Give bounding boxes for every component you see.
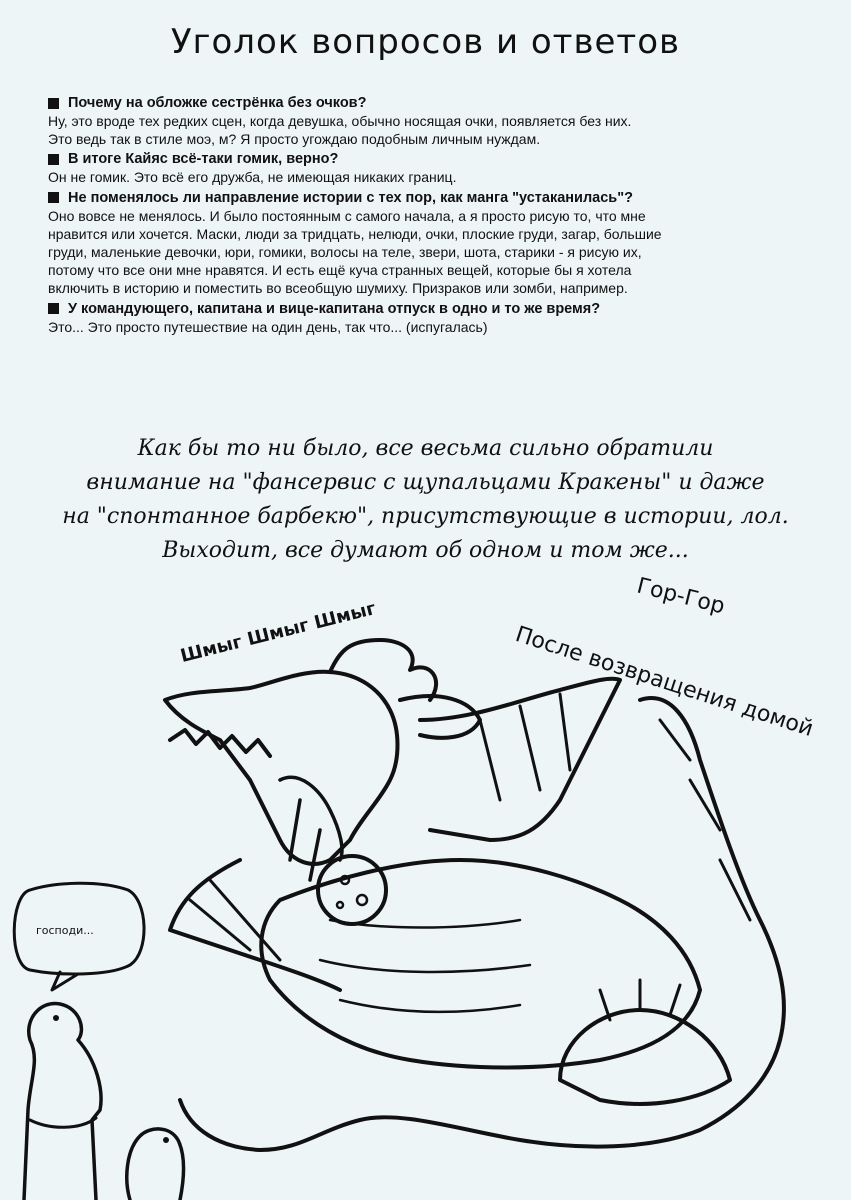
dragon-foot	[560, 1010, 730, 1104]
held-orb	[318, 856, 386, 924]
dragon-head	[165, 672, 398, 864]
sfx-shmyg: Шмыг Шмыг Шмыг	[178, 598, 379, 667]
answer-2: Он не гомик. Это всё его дружба, не имеющая никаких границ.	[48, 169, 457, 186]
character-left	[24, 1003, 101, 1200]
answer-3: Оно вовсе не менялось. И было постоянным с самого начала, а я просто рисую то, что мне нравится или хочется. Маски, люди за тридцать, нелюди, очки, плоские груди, загар, большие груди, маленькие девочки, юри, гомики, волосы на теле, звери, шота, старики - я рисую их, потому что все они мне нравятся. И есть ещё куча странных вещей, которые бы я хотела включить в историю и поместить во всеобщую шумиху. Призраков или зомби, например.	[48, 207, 662, 297]
question-text: В итоге Кайяс всё-таки гомик, верно?	[68, 151, 339, 168]
answer-4: Это... Это просто путешествие на один день, так что... (испугалась)	[48, 318, 488, 335]
comment-line-2: внимание на "фансервис с щупальцами Кракены" и даже	[86, 470, 765, 495]
page-title: Уголок вопросов и ответов	[170, 22, 681, 62]
comment-line-4: Выходит, все думают об одном и том же...	[162, 538, 689, 563]
speech-bubble-text: господи...	[36, 924, 94, 937]
question-text: Не поменялось ли направление истории с тех пор, как манга "устаканилась"?	[68, 189, 633, 206]
comment-line-3: на "спонтанное барбекю", присутствующие в истории, лол.	[62, 504, 789, 529]
dragon-body	[261, 860, 700, 1068]
answer-1: Ну, это вроде тех редких сцен, когда девушка, обычно носящая очки, появляется без них. Это ведь так в стиле моэ, м? Я просто угождаю подобным личным нуждам.	[48, 113, 632, 148]
sfx-posle: После возвращения домой	[512, 622, 817, 743]
question-text: Почему на обложке сестрёнка без очков?	[68, 95, 367, 111]
sfx-gor: Гор-Гор	[634, 573, 728, 620]
comment-line-1: Как бы то ни было, все весьма сильно обратили	[137, 436, 714, 461]
dragon-wing-left	[170, 860, 340, 990]
question-text: У командующего, капитана и вице-капитана отпуск в одно и то же время?	[68, 300, 601, 317]
dragon-wing-right	[420, 679, 620, 840]
